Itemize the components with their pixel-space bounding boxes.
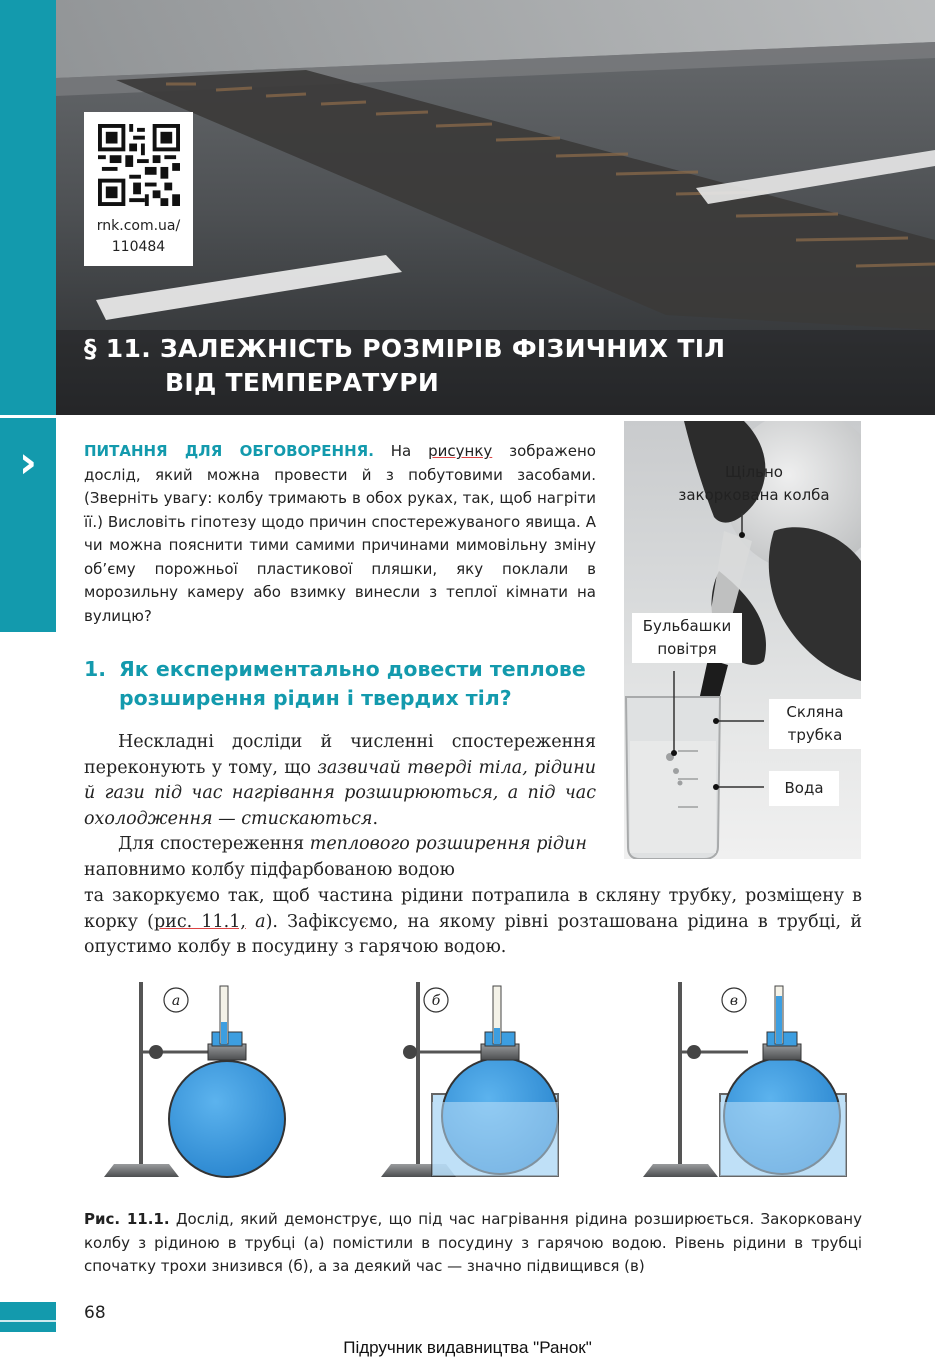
body-paragraph-2 [84,832,596,883]
qr-link-label[interactable]: rnk.com.ua/ 110484 [96,218,181,255]
setup-b [381,982,558,1177]
chapter-title-line1: § 11. ЗАЛЕЖНІСТЬ РОЗМІРІВ ФІЗИЧНИХ ТІЛ [84,334,726,363]
p2-text: Для спостереження [118,834,310,854]
p1-text: Нескладні досліди й численні спостереження переконують у тому, що [84,732,596,778]
figure-11-1-drawing [84,972,864,1187]
p2-emphasis: теплового розширення рідин [309,834,587,854]
p2-end: наповнимо колбу підфарбованою водою [84,859,455,880]
section-number: 1. [84,657,107,681]
label-bubbles: Бульбашки повітря [632,613,742,663]
p1-emphasis: зазвичай тверді тіла, рідини й гази під час нагрівання розширюються, а під час охолодження — стискаються [84,757,596,829]
caption-text: Дослід, який демонструє, що під час нагрівання рідина розширюється. Закорковану колбу з рідиною в трубці (а) помістили в посудину з гарячою водою. Рівень рідини в трубці спочатку трохи знизився (б), а за деякий час — значно підвищився (в) [84,1210,862,1275]
discussion-text-rest: зображено дослід, який можна провести й з побутовими засобами. (Зверніть увагу: колбу тримають в обох руках, так, щоб нагріти її.) Висловіть гіпотезу щодо причин спостережуваного явища. А чи можна пояснити тими самими причинами мимовільну зміну об’єму порожньої пластикової пляшки, яку поклали в морозильну камеру або взимку винесли з теплої кімнати на вулицю? [84,442,596,625]
side-accent-band [0,0,56,415]
section-heading [84,655,614,713]
figure-caption [84,1208,862,1279]
label-flask: Щільно закоркована колба [678,463,830,504]
caption-lead: Рис. 11.1. [84,1210,170,1228]
figure-label-a: а [171,993,181,1009]
footer-divider [0,1320,56,1322]
setup-a [104,982,285,1177]
setup-c [643,982,846,1177]
experiment-photo [624,421,861,859]
section-title-line2: розширення рідин і твердих тіл? [119,686,512,710]
p1-end: . [372,808,379,829]
section-title-line1: Як експериментально довести теплове [119,657,586,681]
qr-code-icon [98,124,180,206]
figure-link[interactable]: рисунку [428,442,493,460]
figure-label-c: в [729,993,739,1009]
body-paragraph-1 [84,730,596,832]
discussion-lead: ПИТАННЯ ДЛЯ ОБГОВОРЕННЯ. [84,442,374,460]
figure-reference[interactable]: рис. 11.1, [153,911,246,932]
label-tube: Скляна трубка [769,699,861,749]
page-number: 68 [84,1303,106,1323]
figure-11-1 [84,972,864,1187]
publisher-line: Підручник видавництва "Ранок" [343,1338,592,1357]
discussion-question [84,440,596,628]
p3-end: ). Зафіксуємо, на якому рівні розташована рідина в трубці, й опустимо колбу в посудину з гарячою водою. [84,911,862,957]
footer-accent-bar [0,1302,56,1332]
figure-reference-letter: а [245,911,266,932]
chevron-right-icon: › [18,437,38,488]
chapter-title-line2: ВІД ТЕМПЕРАТУРИ [165,368,440,397]
chapter-title [84,332,725,400]
figure-label-b: б [431,993,441,1009]
body-paragraph-3 [84,884,862,961]
discussion-text: На [373,442,429,460]
p3-text: та закоркуємо так, щоб частина рідини потрапила в скляну трубку, розміщену в корку ( [84,886,862,932]
qr-code-card[interactable] [84,112,193,266]
label-water: Вода [769,771,839,806]
